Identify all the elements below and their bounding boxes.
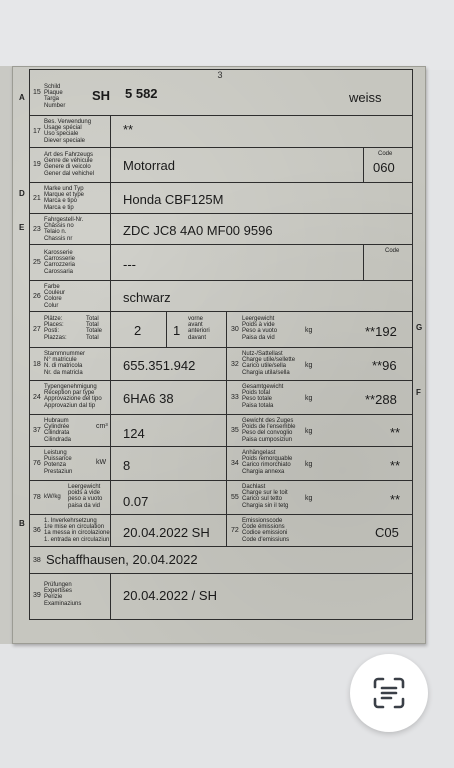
row-color xyxy=(29,280,413,311)
side-letter-f: F xyxy=(416,388,421,397)
row-number: 38 xyxy=(33,557,41,564)
empty-weight-label: Leergewicht Poids à vide Peso a vuoto Paisa da vid xyxy=(242,316,278,341)
row-number: 37 xyxy=(33,427,41,434)
row-number: 36 xyxy=(33,527,41,534)
vehicle-type-code: 060 xyxy=(373,160,395,175)
field-number: 33 xyxy=(231,394,239,401)
empty-weight-value: **192 xyxy=(365,324,397,339)
payload-label: Nutz-/Sattellast Charge utile/sellette Carico utile/sella Chargia utila/sella xyxy=(242,351,296,376)
total-weight-value: **288 xyxy=(365,392,397,407)
unit-cm3: cm³ xyxy=(96,423,108,430)
matricule-value: 655.351.942 xyxy=(123,358,196,373)
code-label: Code xyxy=(385,248,400,254)
row-displacement-train-weight xyxy=(29,414,413,446)
power-weight-value: 0.07 xyxy=(123,494,149,509)
row-power-weight-roof xyxy=(29,480,413,514)
field-number: 35 xyxy=(231,427,239,434)
row-number: 18 xyxy=(33,361,41,368)
row-label: kW/kg xyxy=(44,494,61,500)
row-seats-empty-weight xyxy=(29,311,413,347)
displacement-value: 124 xyxy=(123,426,145,441)
unit-kw: kW xyxy=(96,459,107,466)
row-power-towing xyxy=(29,446,413,480)
background xyxy=(0,0,454,70)
field-number: 30 xyxy=(231,326,239,333)
row-chassis xyxy=(29,213,413,244)
empty-weight-ratio-label: Leergewicht poids à vide peso a vuoto paisa da vid xyxy=(68,484,103,509)
row-label: Typengenehmigung Réception par type Approvazione del tipo Approvaziun dal tip xyxy=(44,384,102,409)
row-number: 23 xyxy=(33,226,41,233)
field-number: 55 xyxy=(231,494,239,501)
power-value: 8 xyxy=(123,458,131,473)
row-label: Art des Fahrzeugs Genre de véhicule Genere di veicolo Gener dal vehichel xyxy=(44,152,95,177)
row-label: Marke und Typ Marque et type Marca e tipo Marca e tip xyxy=(44,186,85,211)
seats-total-label: Total Total Totale Total xyxy=(86,316,103,341)
plate-prefix: SH xyxy=(92,88,111,103)
side-letter-e: E xyxy=(19,223,25,232)
row-number: 25 xyxy=(33,259,41,266)
side-letter-g: G xyxy=(416,323,423,332)
seats-front-label: vorne avant anteriori davant xyxy=(188,316,210,341)
text-scan-icon xyxy=(369,673,409,713)
row-matricule-payload xyxy=(29,347,413,380)
inspections-value: 20.04.2022 / SH xyxy=(123,588,217,603)
row-special-use xyxy=(29,115,413,147)
row-label: Stammnummer N° matricule N. di matricola Nr. da matricla xyxy=(44,351,86,376)
unit-kg: kg xyxy=(305,327,313,334)
code-label: Code xyxy=(378,151,393,157)
page-number: 3 xyxy=(217,70,223,80)
towing-value: ** xyxy=(390,458,401,473)
color-value: schwarz xyxy=(123,290,171,305)
row-number: 76 xyxy=(33,460,41,467)
text-scan-button[interactable] xyxy=(350,654,428,732)
first-registration-value: 20.04.2022 SH xyxy=(123,525,210,540)
chassis-value: ZDC JC8 4A0 MF00 9596 xyxy=(123,223,273,238)
make-model-value: Honda CBF125M xyxy=(123,192,224,207)
special-use-value: ** xyxy=(123,122,134,137)
emissions-label: Emissionscode Code émissions Codice emissioni Code d'emissiuns xyxy=(242,518,290,543)
train-weight-value: ** xyxy=(390,425,401,440)
registration-grid xyxy=(29,69,413,639)
emissions-code-value: C05 xyxy=(375,525,399,540)
row-label: Plätze: Places: Posti: Plazzas: xyxy=(44,316,67,341)
plate-number: 5 582 xyxy=(125,86,158,101)
vehicle-registration-page xyxy=(12,66,426,644)
field-number: 34 xyxy=(231,460,239,467)
place-date-value: Schaffhausen, 20.04.2022 xyxy=(46,552,198,567)
row-number: 21 xyxy=(33,195,41,202)
row-number: 24 xyxy=(33,394,41,401)
row-label: Schild Plaque Targa Number xyxy=(44,84,66,109)
side-letter-b: B xyxy=(19,519,25,528)
row-number: 27 xyxy=(33,326,41,333)
row-number: 15 xyxy=(33,89,41,96)
type-approval-value: 6HA6 38 xyxy=(123,391,174,406)
vehicle-type-value: Motorrad xyxy=(123,158,176,173)
unit-kg: kg xyxy=(305,395,313,402)
total-weight-label: Gesamtgewicht Poids total Peso totale Paisa totala xyxy=(242,384,284,409)
row-label: Fahrgestell-Nr. Châssis no Telaio n. Chassis nr xyxy=(44,217,84,242)
row-number: 26 xyxy=(33,293,41,300)
unit-kg: kg xyxy=(305,495,313,502)
row-first-registration-emissions xyxy=(29,514,413,546)
roof-load-label: Dachlast Charge sur le toit Carico sul tetto Chargia sin il tetg xyxy=(242,484,289,509)
field-number: 32 xyxy=(231,361,239,368)
row-number: 39 xyxy=(33,592,41,599)
seats-front-value: 1 xyxy=(173,323,181,338)
roof-load-value: ** xyxy=(390,492,401,507)
plate-color: weiss xyxy=(349,90,382,105)
side-letter-d: D xyxy=(19,189,25,198)
row-number: 78 xyxy=(33,494,41,501)
row-place-date xyxy=(29,546,413,573)
field-number: 72 xyxy=(231,527,239,534)
towing-label: Anhängelast Poids remorquable Carico rimorchiato Chargia annexa xyxy=(242,450,293,475)
row-label: Prüfungen Expertises Perizie Examinaziuns xyxy=(44,582,82,607)
row-type-approval-total-weight xyxy=(29,380,413,414)
row-label: Hubraum Cylindrée Cilindrata Cilindrada xyxy=(44,418,72,443)
row-label: Bes. Verwendung Usage spécial Uso speciale Diever speciale xyxy=(44,119,92,144)
row-plate xyxy=(29,69,413,115)
payload-value: **96 xyxy=(372,358,397,373)
row-label: Leistung Puissance Potenza Prestaziun xyxy=(44,450,73,475)
row-inspections xyxy=(29,573,413,620)
side-letter-a: A xyxy=(19,93,25,102)
unit-kg: kg xyxy=(305,428,313,435)
row-number: 17 xyxy=(33,128,41,135)
unit-kg: kg xyxy=(305,461,313,468)
row-make-model xyxy=(29,182,413,213)
row-vehicle-type xyxy=(29,147,413,182)
unit-kg: kg xyxy=(305,362,313,369)
row-label: Farbe Couleur Colore Colur xyxy=(44,284,66,309)
train-weight-label: Gewicht des Zuges Poids de l'ensemble Peso del convoglio Paisa cumposiziun xyxy=(242,418,296,443)
body-value: --- xyxy=(123,257,136,272)
row-label: 1. Inverkehrsetzung 1re mise en circulation 1a messa in circolazione 1. entrada en circulaziun xyxy=(44,518,110,543)
row-label: Karosserie Carrosserie Carrozzeria Carossaria xyxy=(44,250,76,275)
row-body xyxy=(29,244,413,280)
seats-total-value: 2 xyxy=(134,323,142,338)
row-number: 19 xyxy=(33,161,41,168)
